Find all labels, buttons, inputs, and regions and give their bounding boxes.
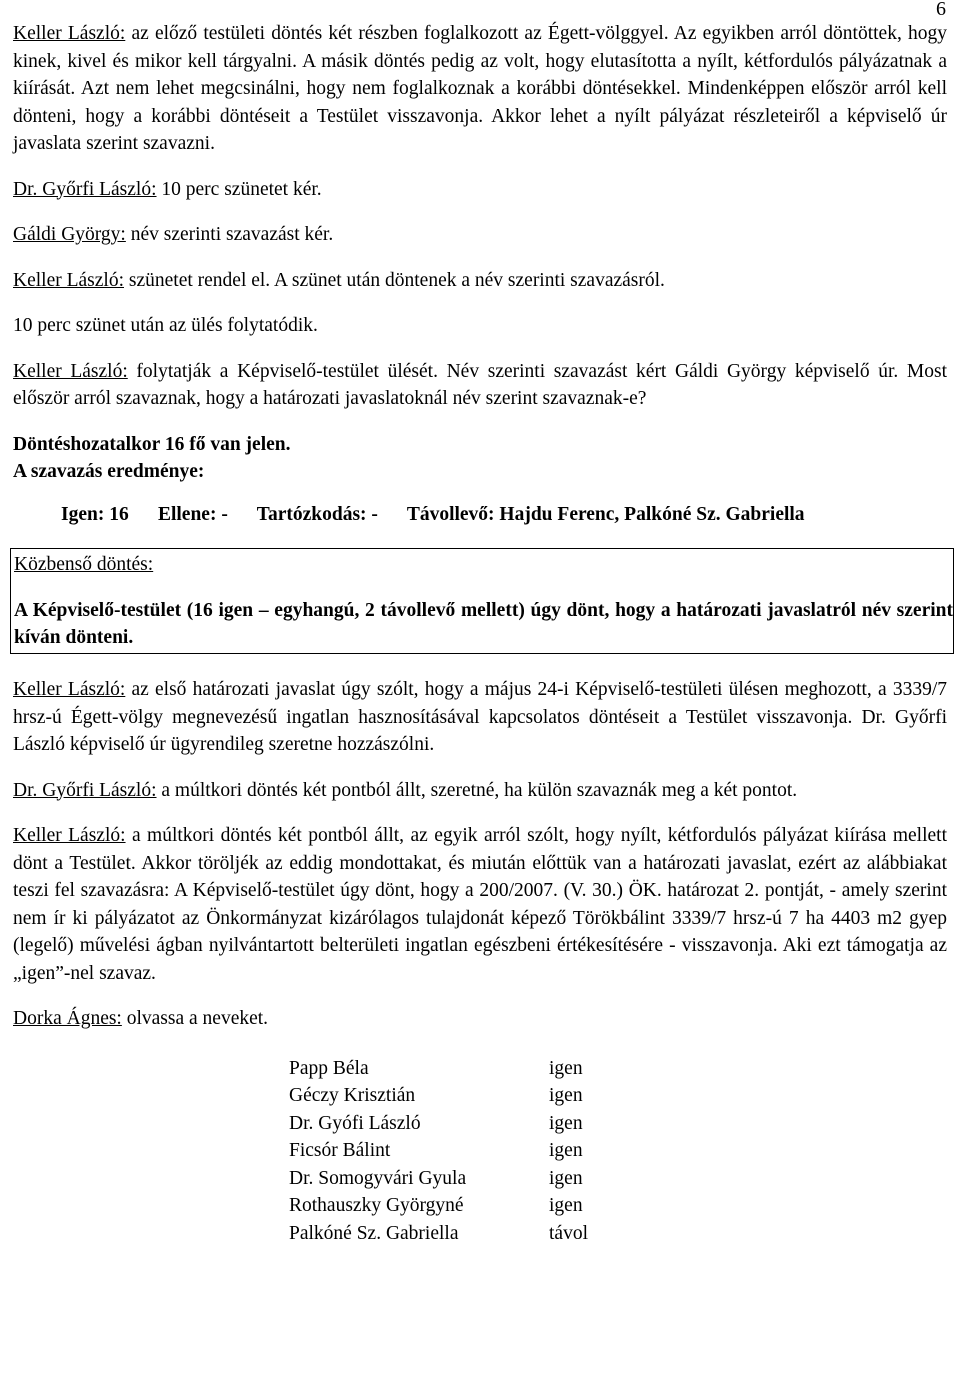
roll-call-name: Ficsór Bálint [289,1140,391,1161]
speaker-name: Keller László: [13,825,126,846]
vote-yes: Igen: 16 [61,503,129,525]
paragraph-text: az előző testületi döntés két részben foglalkozott az Égett-völggyel. Az egyikben arról döntöttek, hogy kinek, kivel és mikor kell tárgyalni. A másik döntés pedig az volt, hogy elutasította a nyílt, kétfordulós pályázatnak a kiírását. Azt nem lehet megcsinálni, hogy nem foglalkoznak a korábbi döntésekkel. Mindenképpen először arról kell dönteni, hogy a korábbi döntéseit a Testület visszavonja. Akkor lehet a nyílt pályázat részleteiről a képviselő úr javaslata szerint szavazni. [13,23,947,154]
roll-call-vote: igen [549,1085,583,1106]
vote-no: Ellene: - [157,503,228,525]
roll-call-vote: igen [549,1057,583,1079]
speaker-name: Keller László: [13,679,126,700]
vote-abstain: Tartózkodás: - [256,503,378,525]
paragraph-keller-3 [13,358,947,413]
paragraph-gyorfi-2 [13,777,947,805]
roll-call-vote: távol [549,1222,588,1244]
paragraph-text: 10 perc szünetet kér. [156,178,322,200]
speaker-name: Dr. Győrfi László: [13,779,157,801]
vote-result-label: A szavazás eredménye: [13,461,205,482]
paragraph-gyorfi-1 [13,176,947,204]
paragraph-keller-5 [13,822,947,987]
roll-call-name: Papp Béla [289,1057,369,1079]
roll-call-vote: igen [549,1195,583,1216]
paragraph-dorka [13,1005,947,1033]
paragraph-break-note: 10 perc szünet után az ülés folytatódik. [13,315,318,336]
page-number: 6 [936,0,946,20]
roll-call-name: Géczy Krisztián [289,1085,416,1106]
document-body [13,20,953,1247]
vote-absent: Távollevő: Hajdu Ferenc, Palkóné Sz. Gabriella [406,503,805,525]
roll-call-name: Rothauszky Györgyné [289,1195,464,1216]
roll-call-vote: igen [549,1140,583,1161]
paragraph-text: név szerinti szavazást kér. [125,224,334,245]
roll-call-name: Dr. Somogyvári Gyula [289,1167,467,1189]
roll-call-vote: igen [549,1112,583,1134]
speaker-name: Keller László: [13,360,128,382]
roll-call-name: Dr. Gyófi László [289,1112,421,1134]
roll-call-name: Palkóné Sz. Gabriella [289,1222,459,1244]
paragraph-text: olvassa a neveket. [121,1008,269,1029]
decision-title: Közbenső döntés: [14,554,154,575]
vote-summary [61,501,947,529]
paragraph-text: folytatják a Képviselő-testület ülését. Név szerinti szavazást kért Gáldi György képviselő úr. Most először arról szavaznak, hogy a határozati javaslatoknál név szerint szavaznak-e? [13,360,947,409]
paragraph-galdi [13,221,947,249]
roll-call-vote: igen [549,1167,583,1189]
roll-call-list [289,1055,947,1248]
speaker-name: Dorka Ágnes: [13,1008,122,1029]
speaker-name: Gáldi György: [13,224,126,245]
paragraph-text: az első határozati javaslat úgy szólt, hogy a május 24-i Képviselő-testületi ülésen meghozott, a 3339/7 hrsz-ú Égett-völgy megnevezésű ingatlan hasznosításával kapcsolatos döntéseit a Testület visszavonja. Dr. Győrfi László képviselő úr ügyrendileg szeretne hozzászólni. [13,679,947,755]
paragraph-text: a múltkori döntés két pontból állt, szeretné, ha külön szavaznák meg a két pontot. [156,779,798,801]
paragraph-keller-1 [13,20,947,158]
paragraph-keller-2 [13,267,947,295]
quorum-line: Döntéshozatalkor 16 fő van jelen. [13,433,291,455]
speaker-name: Keller László: [13,23,126,44]
decision-text: A Képviselő-testület (16 igen – egyhangú, 2 távollevő mellett) úgy dönt, hogy a határozati javaslatról név szerint kíván dönteni. [14,600,953,648]
interim-decision-box [10,548,954,654]
paragraph-text: szünetet rendel el. A szünet után döntenek a név szerinti szavazásról. [124,269,665,291]
paragraph-text: a múltkori döntés két pontból állt, az egyik arról szólt, hogy nyílt, kétfordulós pályázat kiírása mellett dönt a Testület. Akkor töröljék az eddig mondottakat, és miután előttük van a határozati javaslat, ezért az alábbiakat teszi fel szavazásra: A Képviselő-testület úgy dönt, hogy a 200/2007. (V. 30.) ÖK. határozat 2. pontját, - amely szerint nem ír ki pályázatot az Önkormányzat kizárólagos tulajdonát képező Törökbálint 3339/7 hrsz-ú 7 ha 4403 m2 gyep (legelő) művelési ágban nyilvántartott belterületi ingatlan egészbeni értékesítésére - visszavonja. Aki ezt támogatja az „igen”-nel szavaz. [13,825,947,984]
speaker-name: Keller László: [13,269,124,291]
paragraph-keller-4 [13,676,947,759]
speaker-name: Dr. Győrfi László: [13,178,157,200]
